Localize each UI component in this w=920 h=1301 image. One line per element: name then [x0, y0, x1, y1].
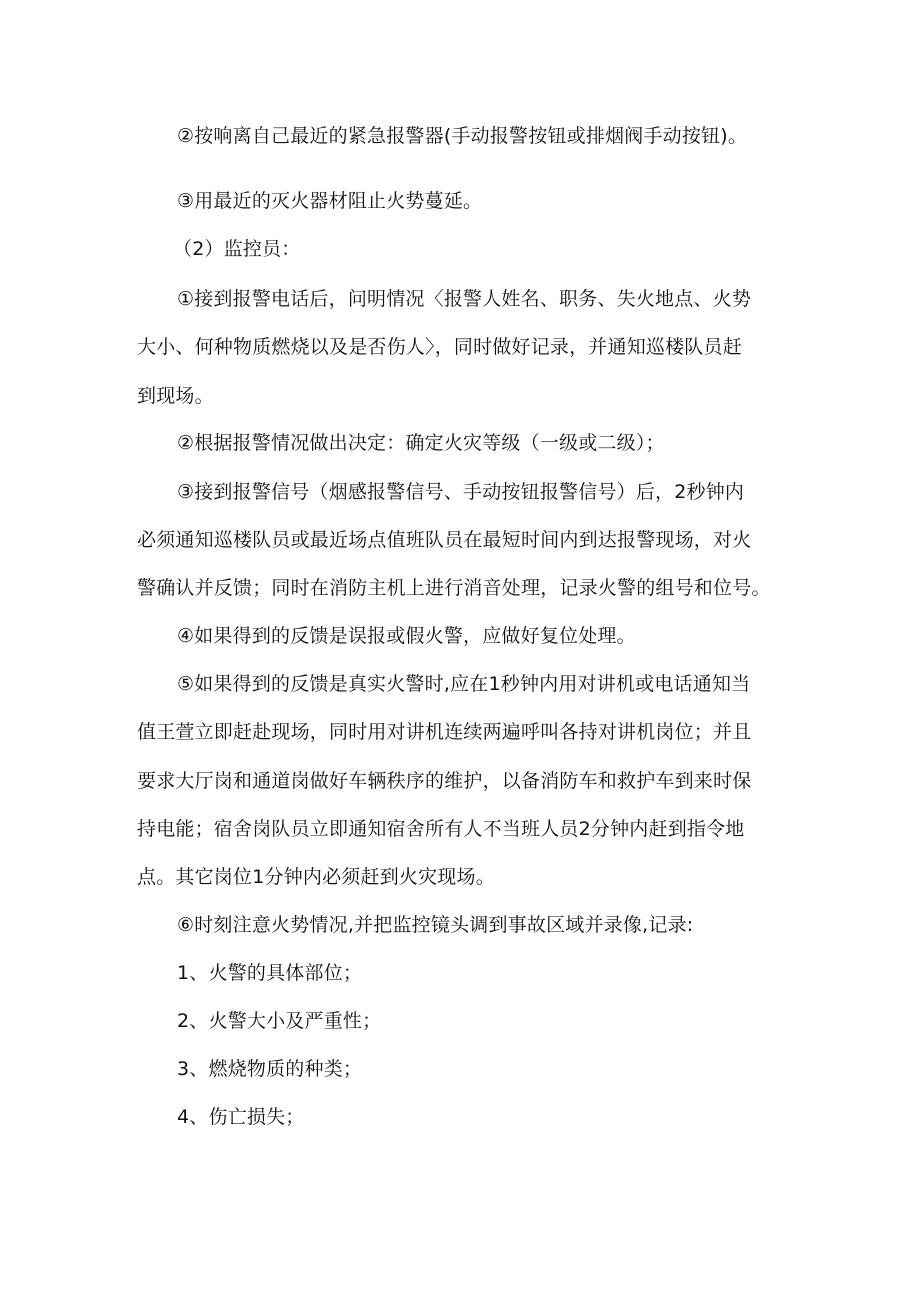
section-heading: （2）监控员： [173, 238, 301, 260]
list-item: 2、火警大小及严重性； [177, 1010, 382, 1032]
paragraph-line: 要求大厅岗和通道岗做好车辆秩序的维护，以备消防车和救护车到来时保 [137, 770, 752, 792]
paragraph-line: ③接到报警信号（烟感报警信号、手动按钮报警信号）后，2秒钟内 [177, 481, 745, 503]
paragraph-line: 必须通知巡楼队员或最近场点值班队员在最短时间内到达报警现场，对火 [137, 529, 752, 551]
list-item: 1、火警的具体部位； [177, 962, 363, 984]
paragraph-line: 警确认并反馈；同时在消防主机上进行消音处理，记录火警的组号和位号。 [137, 577, 771, 599]
paragraph-line: 到现场。 [137, 385, 214, 407]
list-item: 3、燃烧物质的种类； [177, 1058, 363, 1080]
paragraph-line: 大小、何种物质燃烧以及是否伤人〉，同时做好记录，并通知巡楼队员赶 [137, 336, 742, 358]
list-item: 4、伤亡损失； [177, 1106, 305, 1128]
paragraph-line: ⑥时刻注意火势情况,并把监控镜头调到事故区域并录像,记录: [177, 914, 694, 936]
paragraph-line: 值王萱立即赶赴现场，同时用对讲机连续两遍呼叫各持对讲机岗位；并且 [137, 721, 752, 743]
paragraph-line: ④如果得到的反馈是误报或假火警，应做好复位处理。 [177, 625, 636, 647]
paragraph-line: ⑤如果得到的反馈是真实火警时,应在1秒钟内用对讲机或电话通知当 [177, 673, 751, 695]
paragraph-line: ②根据报警情况做出决定：确定火灾等级（一级或二级）； [177, 432, 665, 454]
paragraph-line: ①接到报警电话后，问明情况〈报警人姓名、职务、失火地点、火势 [177, 288, 752, 310]
paragraph-line: 持电能；宿舍岗队员立即通知宿舍所有人不当班人员2分钟内赶到指令地 [137, 818, 745, 840]
paragraph-line: ③用最近的灭火器材阻止火势蔓延。 [177, 190, 483, 212]
paragraph-line: 点。其它岗位1分钟内必须赶到火灾现场。 [137, 866, 495, 888]
paragraph-line: ②按响离自己最近的紧急报警器(手动报警按钮或排烟阀手动按钮)。 [177, 125, 748, 147]
